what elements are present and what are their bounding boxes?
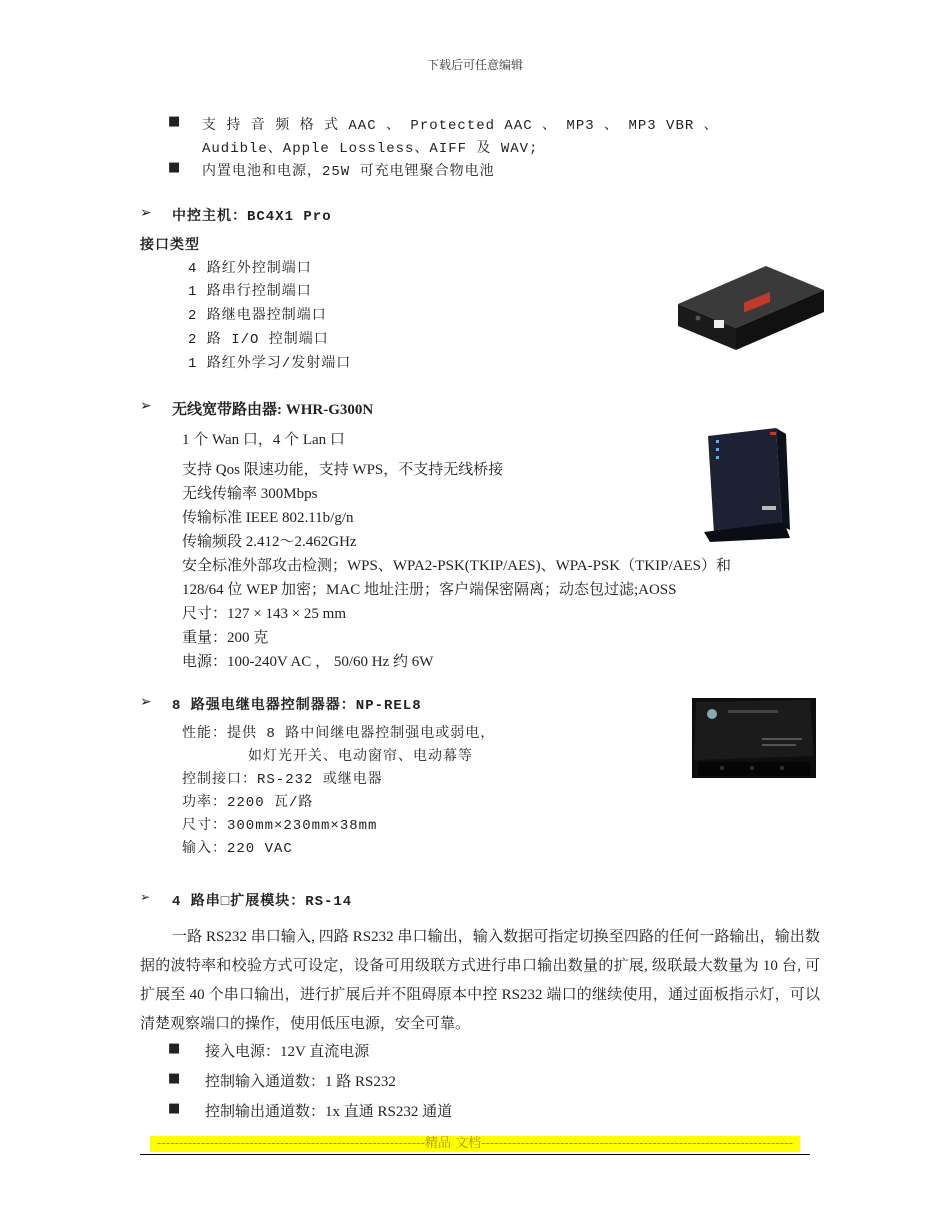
- footer-divider: [140, 1154, 810, 1155]
- port-item: 2 路继电器控制端口: [188, 308, 327, 324]
- router-spec-line: 1 个 Wan 口，4 个 Lan 口: [182, 432, 345, 448]
- page-header-note: 下载后可任意编辑: [426, 58, 523, 72]
- relay-spec-line: 性能：提供 8 路中间继电器控制强电或弱电，: [182, 726, 496, 742]
- bullet-marker: ■: [168, 1071, 181, 1086]
- interface-type-heading: 接口类型: [140, 238, 200, 254]
- router-spec-line: 传输频段 2.412～2.462GHz: [182, 534, 357, 550]
- bullet-marker: ■: [168, 114, 181, 129]
- section-title-serial-expansion: 4 路串□扩展模块：RS-14: [172, 894, 353, 910]
- relay-spec-line: 如灯光开关、电动窗帘、电动幕等: [248, 749, 473, 765]
- section-title-relay: 8 路强电继电器控制器器：NP-REL8: [172, 698, 422, 714]
- footer-text: -------------------------------------------------------------精品 文档-----------------------------------------------------------------------: [157, 1136, 793, 1151]
- relay-spec-line: 尺寸：300mm×230mm×38mm: [182, 818, 378, 834]
- bullet-audio-formats-line2: Audible、Apple Lossless、AIFF 及 WAV;: [202, 141, 539, 157]
- relay-spec-line: 输入：220 VAC: [182, 841, 293, 857]
- serial-spec-power: 接入电源：12V 直流电源: [205, 1044, 370, 1060]
- port-item: 4 路红外控制端口: [188, 261, 312, 277]
- section-arrow-icon: ➢: [140, 694, 152, 710]
- bullet-audio-formats-line1: 支 持 音 频 格 式 AAC 、 Protected AAC 、 MP3 、 MP3 VBR 、: [202, 118, 719, 134]
- port-item: 1 路红外学习/发射端口: [188, 356, 352, 372]
- section-arrow-icon: ➢: [140, 398, 152, 414]
- section-title-controller: 中控主机：BC4X1 Pro: [172, 209, 332, 225]
- router-spec-line: 传输标准 IEEE 802.11b/g/n: [182, 510, 354, 526]
- router-spec-line: 无线传输率 300Mbps: [182, 486, 318, 502]
- router-spec-line: 尺寸：127 × 143 × 25 mm: [182, 606, 347, 622]
- controller-device-image: [676, 262, 826, 352]
- router-spec-line: 128/64 位 WEP 加密；MAC 地址注册；客户端保密隔离；动态包过滤;AOSS: [182, 582, 677, 598]
- port-item: 2 路 I/O 控制端口: [188, 332, 329, 348]
- bullet-marker: ■: [168, 1041, 181, 1056]
- section-arrow-icon: ➢: [140, 890, 151, 904]
- relay-spec-line: 控制接口：RS-232 或继电器: [182, 772, 383, 788]
- port-item: 1 路串行控制端口: [188, 284, 312, 300]
- router-device-image: [702, 426, 792, 542]
- relay-spec-line: 功率：2200 瓦/路: [182, 795, 314, 811]
- bullet-battery: 内置电池和电源，25W 可充电锂聚合物电池: [202, 164, 495, 180]
- section-title-router: 无线宽带路由器: WHR-G300N: [172, 402, 374, 418]
- bullet-marker: ■: [168, 160, 181, 175]
- router-spec-line: 电源：100-240V AC ， 50/60 Hz 约 6W: [182, 654, 434, 670]
- router-spec-line: 支持 Qos 限速功能，支持 WPS，不支持无线桥接: [182, 462, 504, 478]
- section-arrow-icon: ➢: [140, 205, 152, 221]
- serial-spec-input-channels: 控制输入通道数：1 路 RS232: [205, 1074, 396, 1090]
- router-spec-line: 安全标准外部攻击检测；WPS、WPA2-PSK(TKIP/AES)、WPA-PSK（TKIP/AES）和: [182, 558, 731, 574]
- serial-spec-output-channels: 控制输出通道数：1x 直通 RS232 通道: [205, 1104, 453, 1120]
- relay-device-image: [692, 698, 816, 778]
- bullet-marker: ■: [168, 1101, 181, 1116]
- router-spec-line: 重量：200 克: [182, 630, 269, 646]
- serial-expansion-description: 一路 RS232 串口输入, 四路 RS232 串口输出，输入数据可指定切换至四路的任何一路输出，输出数据的波特率和校验方式可设定，设备可用级联方式进行串口输出数量的扩展, 级联最大数量为 10 台, 可扩展至 40 个串口输出，进行扩展后并不阻碍原本中控 RS232 端口的继续使用，通过面板指示灯，可以清楚观察端口的操作，使用低压电源，安全可靠。: [140, 929, 820, 1032]
